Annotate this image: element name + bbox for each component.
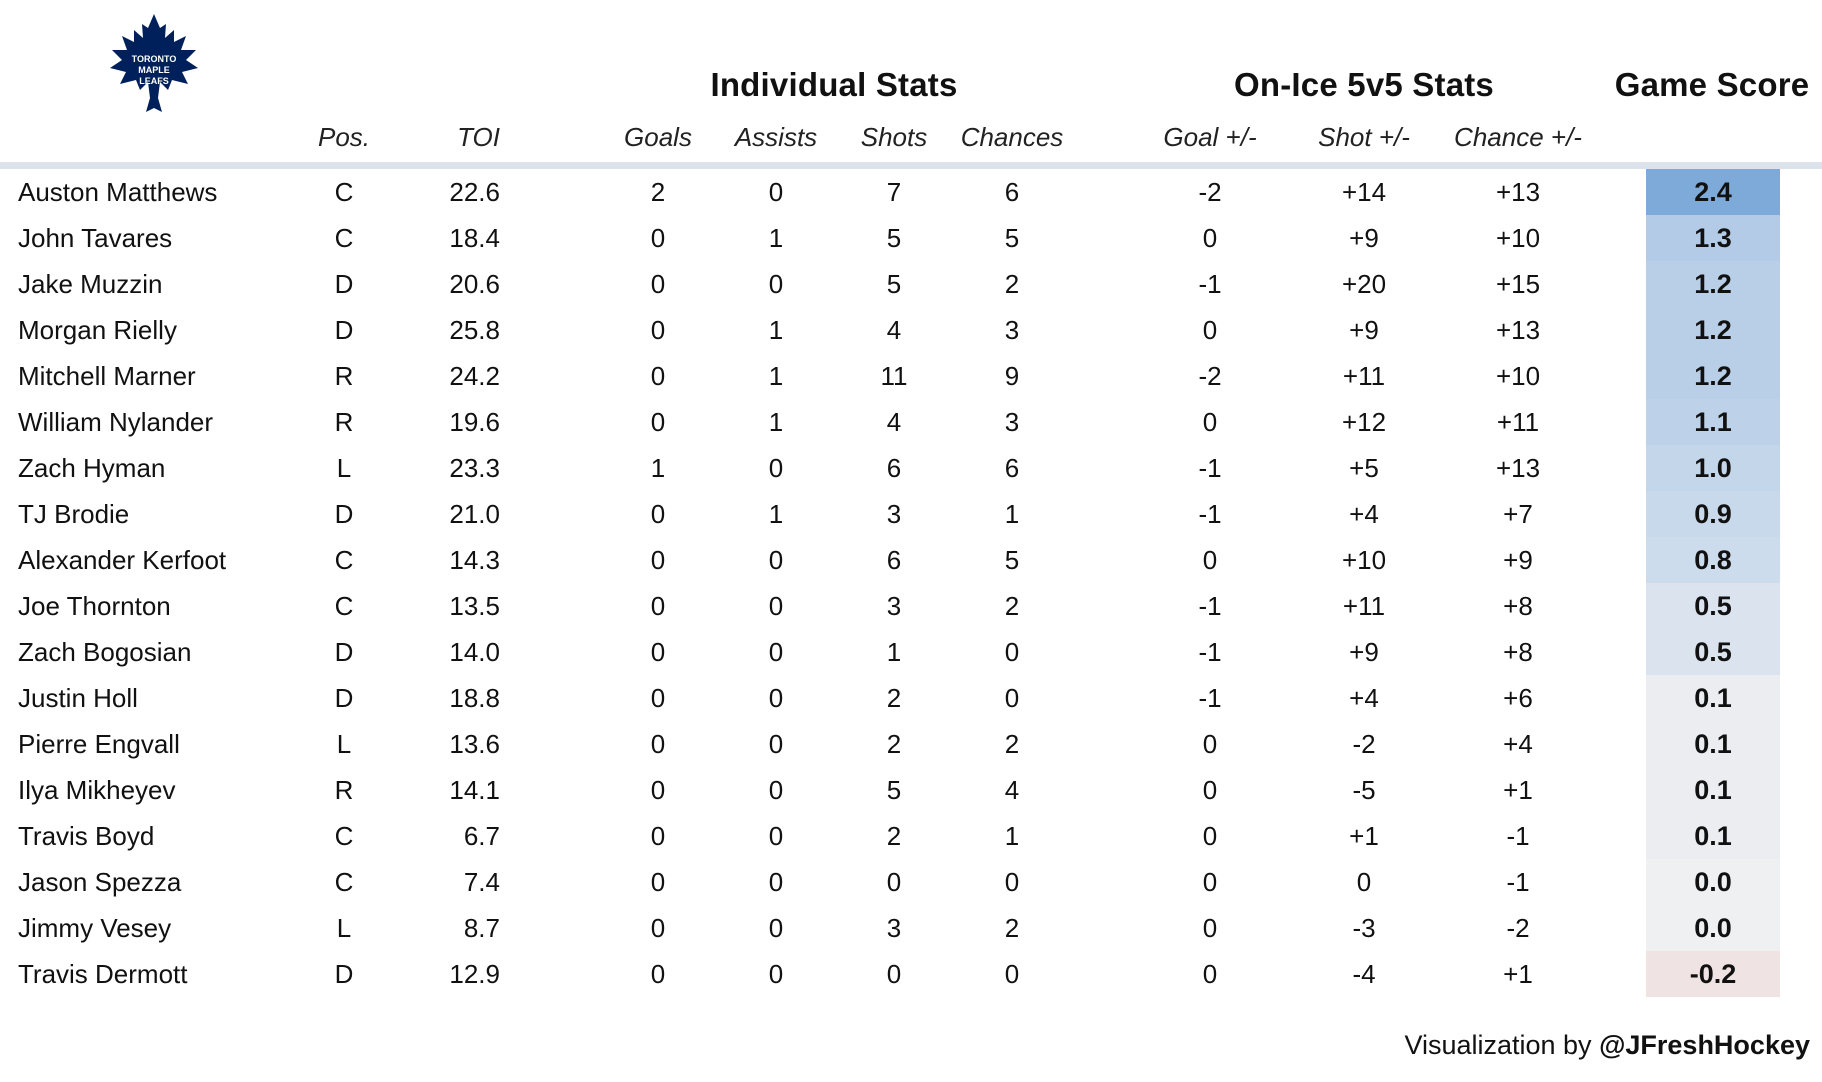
cell-pos: C bbox=[334, 591, 354, 621]
game-score-cell: 0.0 bbox=[1646, 905, 1780, 951]
cell-goal-pm: -2 bbox=[1198, 361, 1222, 391]
cell-shots: 4 bbox=[886, 315, 902, 345]
cell-assists: 0 bbox=[768, 959, 784, 989]
table-row bbox=[0, 491, 1822, 537]
cell-shots: 2 bbox=[886, 821, 902, 851]
cell-pos: C bbox=[334, 177, 354, 207]
cell-toi: 20.6 bbox=[449, 269, 500, 299]
cell-chances: 1 bbox=[1004, 821, 1020, 851]
credit-handle: @JFreshHockey bbox=[1599, 1030, 1810, 1060]
cell-goals: 0 bbox=[650, 407, 666, 437]
cell-assists: 0 bbox=[768, 545, 784, 575]
player-name: Morgan Rielly bbox=[18, 315, 177, 345]
cell-chance-pm: +1 bbox=[1503, 775, 1533, 805]
cell-goals: 0 bbox=[650, 269, 666, 299]
cell-shots: 5 bbox=[886, 775, 902, 805]
cell-assists: 0 bbox=[768, 775, 784, 805]
cell-assists: 0 bbox=[768, 269, 784, 299]
game-score-cell: 0.8 bbox=[1646, 537, 1780, 583]
table-row bbox=[0, 399, 1822, 445]
cell-toi: 14.0 bbox=[449, 637, 500, 667]
cell-chances: 5 bbox=[1004, 545, 1020, 575]
cell-chances: 9 bbox=[1004, 361, 1020, 391]
cell-chances: 4 bbox=[1004, 775, 1020, 805]
cell-toi: 14.3 bbox=[449, 545, 500, 575]
game-score-cell: 2.4 bbox=[1646, 169, 1780, 215]
table-row bbox=[0, 629, 1822, 675]
cell-goals: 0 bbox=[650, 223, 666, 253]
cell-pos: C bbox=[334, 223, 354, 253]
cell-chance-pm: +13 bbox=[1495, 315, 1541, 345]
cell-assists: 0 bbox=[768, 821, 784, 851]
cell-assists: 1 bbox=[768, 223, 784, 253]
cell-shots: 6 bbox=[886, 545, 902, 575]
logo-text-2: MAPLE bbox=[138, 65, 170, 75]
cell-goals: 0 bbox=[650, 361, 666, 391]
cell-shot-pm: +1 bbox=[1349, 821, 1379, 851]
cell-goals: 0 bbox=[650, 683, 666, 713]
cell-goals: 0 bbox=[650, 499, 666, 529]
credit-line bbox=[1404, 1030, 1810, 1061]
cell-toi: 12.9 bbox=[449, 959, 500, 989]
cell-shots: 0 bbox=[886, 959, 902, 989]
cell-pos: D bbox=[334, 637, 354, 667]
cell-shot-pm: +10 bbox=[1341, 545, 1387, 575]
table-row bbox=[0, 859, 1822, 905]
cell-shot-pm: +4 bbox=[1349, 683, 1379, 713]
cell-assists: 0 bbox=[768, 453, 784, 483]
cell-shots: 5 bbox=[886, 269, 902, 299]
cell-pos: D bbox=[334, 269, 354, 299]
cell-chances: 6 bbox=[1004, 453, 1020, 483]
col-pos: Pos. bbox=[317, 122, 371, 152]
logo-text-1: TORONTO bbox=[131, 54, 177, 64]
cell-toi: 8.7 bbox=[463, 913, 500, 943]
game-score-cell: 1.2 bbox=[1646, 307, 1780, 353]
cell-goal-pm: 0 bbox=[1202, 913, 1218, 943]
cell-chance-pm: +9 bbox=[1503, 545, 1533, 575]
cell-goal-pm: 0 bbox=[1202, 545, 1218, 575]
player-name: Justin Holl bbox=[18, 683, 138, 713]
cell-chances: 2 bbox=[1004, 729, 1020, 759]
game-score-cell: 0.0 bbox=[1646, 859, 1780, 905]
cell-shot-pm: +11 bbox=[1342, 361, 1386, 391]
cell-pos: L bbox=[336, 729, 352, 759]
cell-goal-pm: 0 bbox=[1202, 315, 1218, 345]
player-name: Zach Hyman bbox=[18, 453, 166, 483]
game-score-cell: 0.1 bbox=[1646, 767, 1780, 813]
table-row bbox=[0, 537, 1822, 583]
table-row bbox=[0, 813, 1822, 859]
table-row bbox=[0, 905, 1822, 951]
col-shot-pm: Shot +/- bbox=[1318, 122, 1410, 152]
cell-toi: 18.8 bbox=[449, 683, 500, 713]
cell-shots: 1 bbox=[886, 637, 902, 667]
cell-pos: D bbox=[334, 959, 354, 989]
cell-goal-pm: 0 bbox=[1202, 821, 1218, 851]
cell-chance-pm: -1 bbox=[1506, 821, 1530, 851]
cell-chance-pm: +6 bbox=[1503, 683, 1533, 713]
game-score-cell: 1.0 bbox=[1646, 445, 1780, 491]
cell-toi: 24.2 bbox=[449, 361, 500, 391]
cell-shots: 2 bbox=[886, 683, 902, 713]
cell-assists: 0 bbox=[768, 591, 784, 621]
table-row bbox=[0, 721, 1822, 767]
cell-shot-pm: +4 bbox=[1349, 499, 1379, 529]
cell-toi: 23.3 bbox=[449, 453, 500, 483]
header-divider bbox=[0, 162, 1822, 169]
onice-stats-header: On-Ice 5v5 Stats bbox=[1234, 66, 1494, 103]
col-toi: TOI bbox=[457, 122, 500, 152]
cell-chance-pm: -2 bbox=[1506, 913, 1530, 943]
cell-chances: 3 bbox=[1004, 407, 1020, 437]
cell-chances: 3 bbox=[1004, 315, 1020, 345]
player-name: Pierre Engvall bbox=[18, 729, 180, 759]
cell-goals: 0 bbox=[650, 545, 666, 575]
cell-toi: 18.4 bbox=[449, 223, 500, 253]
cell-assists: 0 bbox=[768, 867, 784, 897]
cell-chance-pm: +13 bbox=[1495, 177, 1541, 207]
cell-pos: L bbox=[336, 913, 352, 943]
cell-goal-pm: -1 bbox=[1198, 499, 1222, 529]
cell-chances: 5 bbox=[1004, 223, 1020, 253]
cell-goal-pm: 0 bbox=[1202, 959, 1218, 989]
cell-shots: 3 bbox=[886, 913, 902, 943]
game-score-cell: -0.2 bbox=[1646, 951, 1780, 997]
cell-goals: 0 bbox=[650, 637, 666, 667]
cell-goals: 0 bbox=[650, 959, 666, 989]
cell-shot-pm: +12 bbox=[1341, 407, 1387, 437]
cell-pos: R bbox=[334, 407, 354, 437]
cell-shot-pm: +20 bbox=[1341, 269, 1387, 299]
cell-pos: R bbox=[334, 775, 354, 805]
cell-goals: 0 bbox=[650, 913, 666, 943]
cell-chance-pm: +7 bbox=[1503, 499, 1533, 529]
cell-chance-pm: +1 bbox=[1503, 959, 1533, 989]
table-row bbox=[0, 307, 1822, 353]
cell-chances: 0 bbox=[1004, 683, 1020, 713]
table-row bbox=[0, 215, 1822, 261]
player-name: TJ Brodie bbox=[18, 499, 130, 529]
game-score-cell: 0.1 bbox=[1646, 813, 1780, 859]
cell-shot-pm: -2 bbox=[1352, 729, 1376, 759]
cell-goal-pm: 0 bbox=[1202, 223, 1218, 253]
player-name: Jake Muzzin bbox=[18, 269, 163, 299]
cell-goal-pm: -1 bbox=[1198, 453, 1222, 483]
player-name: William Nylander bbox=[18, 407, 214, 437]
cell-pos: D bbox=[334, 499, 354, 529]
table-row bbox=[0, 261, 1822, 307]
cell-shot-pm: +9 bbox=[1349, 637, 1379, 667]
cell-goals: 0 bbox=[650, 729, 666, 759]
cell-goal-pm: 0 bbox=[1202, 775, 1218, 805]
cell-pos: D bbox=[334, 315, 354, 345]
game-score-header: Game Score bbox=[1614, 66, 1810, 103]
table-row bbox=[0, 951, 1822, 997]
cell-goal-pm: -1 bbox=[1198, 683, 1222, 713]
cell-chance-pm: +8 bbox=[1503, 637, 1533, 667]
player-name: Joe Thornton bbox=[18, 591, 171, 621]
col-assists: Assists bbox=[734, 122, 818, 152]
cell-shots: 11 bbox=[880, 361, 908, 391]
col-goal-pm: Goal +/- bbox=[1163, 122, 1257, 152]
cell-chances: 0 bbox=[1004, 867, 1020, 897]
cell-chances: 0 bbox=[1004, 959, 1020, 989]
player-name: Travis Boyd bbox=[18, 821, 155, 851]
maple-leaf-logo-icon bbox=[108, 12, 200, 114]
cell-chance-pm: +10 bbox=[1495, 223, 1541, 253]
game-score-cell: 0.1 bbox=[1646, 721, 1780, 767]
cell-assists: 1 bbox=[768, 499, 784, 529]
player-name: Ilya Mikheyev bbox=[18, 775, 176, 805]
stats-table bbox=[0, 169, 1822, 997]
cell-shots: 3 bbox=[886, 499, 902, 529]
cell-pos: R bbox=[334, 361, 354, 391]
cell-goal-pm: -1 bbox=[1198, 637, 1222, 667]
cell-chance-pm: +10 bbox=[1495, 361, 1541, 391]
player-name: John Tavares bbox=[18, 223, 173, 253]
cell-assists: 0 bbox=[768, 729, 784, 759]
cell-goal-pm: 0 bbox=[1202, 407, 1218, 437]
game-score-cell: 1.2 bbox=[1646, 353, 1780, 399]
cell-goals: 0 bbox=[650, 591, 666, 621]
cell-assists: 0 bbox=[768, 177, 784, 207]
cell-shot-pm: +5 bbox=[1349, 453, 1379, 483]
player-name: Mitchell Marner bbox=[18, 361, 196, 391]
cell-shots: 5 bbox=[886, 223, 902, 253]
cell-toi: 14.1 bbox=[449, 775, 500, 805]
game-score-cell: 0.5 bbox=[1646, 583, 1780, 629]
cell-shots: 0 bbox=[886, 867, 902, 897]
cell-shot-pm: +11 bbox=[1342, 591, 1386, 621]
cell-chance-pm: +15 bbox=[1495, 269, 1541, 299]
col-shots: Shots bbox=[860, 122, 928, 152]
cell-goals: 0 bbox=[650, 315, 666, 345]
game-score-cell: 0.1 bbox=[1646, 675, 1780, 721]
cell-shot-pm: +9 bbox=[1349, 223, 1379, 253]
cell-toi: 6.7 bbox=[463, 821, 500, 851]
cell-toi: 22.6 bbox=[449, 177, 500, 207]
player-name: Travis Dermott bbox=[18, 959, 188, 989]
cell-shot-pm: -5 bbox=[1352, 775, 1376, 805]
table-row bbox=[0, 583, 1822, 629]
credit-prefix: Visualization by bbox=[1404, 1030, 1600, 1060]
cell-goal-pm: 0 bbox=[1202, 729, 1218, 759]
cell-assists: 1 bbox=[768, 315, 784, 345]
cell-chance-pm: +13 bbox=[1495, 453, 1541, 483]
player-name: Zach Bogosian bbox=[18, 637, 192, 667]
player-name: Jason Spezza bbox=[18, 867, 182, 897]
cell-goals: 1 bbox=[650, 453, 666, 483]
game-score-cell: 1.3 bbox=[1646, 215, 1780, 261]
cell-assists: 0 bbox=[768, 637, 784, 667]
cell-chance-pm: -1 bbox=[1506, 867, 1530, 897]
cell-chance-pm: +11 bbox=[1496, 407, 1540, 437]
cell-pos: D bbox=[334, 683, 354, 713]
cell-pos: C bbox=[334, 545, 354, 575]
cell-assists: 1 bbox=[768, 361, 784, 391]
cell-shot-pm: +14 bbox=[1341, 177, 1387, 207]
cell-pos: C bbox=[334, 867, 354, 897]
table-row bbox=[0, 353, 1822, 399]
cell-goals: 0 bbox=[650, 821, 666, 851]
player-name: Alexander Kerfoot bbox=[18, 545, 227, 575]
table-row bbox=[0, 169, 1822, 215]
cell-shot-pm: -4 bbox=[1352, 959, 1376, 989]
cell-goal-pm: -2 bbox=[1198, 177, 1222, 207]
col-chance-pm: Chance +/- bbox=[1454, 122, 1582, 152]
player-name: Auston Matthews bbox=[18, 177, 218, 207]
cell-assists: 0 bbox=[768, 913, 784, 943]
game-score-cell: 1.2 bbox=[1646, 261, 1780, 307]
cell-assists: 1 bbox=[768, 407, 784, 437]
cell-toi: 7.4 bbox=[463, 867, 500, 897]
cell-toi: 25.8 bbox=[449, 315, 500, 345]
table-row bbox=[0, 445, 1822, 491]
cell-shots: 2 bbox=[886, 729, 902, 759]
cell-chances: 2 bbox=[1004, 591, 1020, 621]
cell-toi: 21.0 bbox=[449, 499, 500, 529]
logo-text-3: LEAFS bbox=[139, 76, 169, 86]
game-score-cell: 0.5 bbox=[1646, 629, 1780, 675]
cell-goal-pm: -1 bbox=[1198, 591, 1222, 621]
individual-stats-header: Individual Stats bbox=[710, 66, 958, 103]
cell-chance-pm: +8 bbox=[1503, 591, 1533, 621]
cell-chance-pm: +4 bbox=[1503, 729, 1533, 759]
cell-pos: L bbox=[336, 453, 352, 483]
cell-toi: 19.6 bbox=[449, 407, 500, 437]
table-row bbox=[0, 675, 1822, 721]
col-goals: Goals bbox=[624, 122, 692, 152]
cell-toi: 13.5 bbox=[449, 591, 500, 621]
cell-shots: 3 bbox=[886, 591, 902, 621]
cell-chances: 2 bbox=[1004, 913, 1020, 943]
cell-goal-pm: 0 bbox=[1202, 867, 1218, 897]
cell-shot-pm: 0 bbox=[1356, 867, 1372, 897]
game-score-cell: 0.9 bbox=[1646, 491, 1780, 537]
cell-chances: 6 bbox=[1004, 177, 1020, 207]
player-name: Jimmy Vesey bbox=[18, 913, 172, 943]
cell-shot-pm: +9 bbox=[1349, 315, 1379, 345]
game-score-cell: 1.1 bbox=[1646, 399, 1780, 445]
cell-chances: 1 bbox=[1004, 499, 1020, 529]
cell-goals: 0 bbox=[650, 775, 666, 805]
col-chances: Chances bbox=[960, 122, 1064, 152]
table-row bbox=[0, 767, 1822, 813]
cell-shots: 4 bbox=[886, 407, 902, 437]
cell-shots: 6 bbox=[886, 453, 902, 483]
cell-toi: 13.6 bbox=[449, 729, 500, 759]
cell-goals: 2 bbox=[650, 177, 666, 207]
cell-shots: 7 bbox=[886, 177, 902, 207]
cell-chances: 2 bbox=[1004, 269, 1020, 299]
cell-goal-pm: -1 bbox=[1198, 269, 1222, 299]
cell-goals: 0 bbox=[650, 867, 666, 897]
cell-chances: 0 bbox=[1004, 637, 1020, 667]
cell-assists: 0 bbox=[768, 683, 784, 713]
cell-pos: C bbox=[334, 821, 354, 851]
cell-shot-pm: -3 bbox=[1352, 913, 1376, 943]
